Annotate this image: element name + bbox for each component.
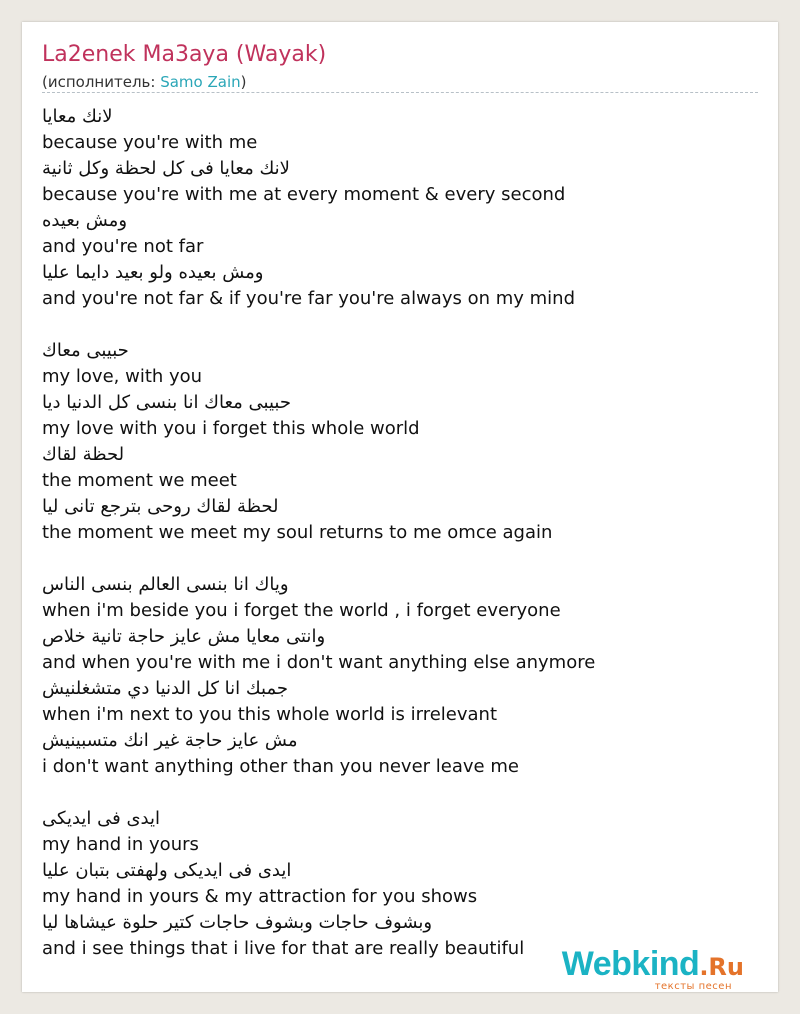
lyric-line-translation: my hand in yours <box>42 834 199 855</box>
lyric-line-arabic: ايدى فى ايديكى ولهفتى بتبان عليا <box>42 860 292 881</box>
site-logo[interactable] <box>561 945 744 992</box>
lyrics-stanza <box>42 806 758 962</box>
lyric-line-translation: the moment we meet <box>42 470 237 491</box>
lyric-line-arabic: وياك انا بنسى العالم بنسى الناس <box>42 574 289 595</box>
lyrics-stanza <box>42 338 758 546</box>
lyric-line-translation: my love with you i forget this whole world <box>42 418 420 439</box>
lyric-line-translation: and i see things that i live for that are really beautiful <box>42 938 525 959</box>
header-divider <box>42 92 758 93</box>
lyrics-body <box>42 104 758 988</box>
lyric-line-arabic: جمبك انا كل الدنيا دي متشغلنيش <box>42 678 288 699</box>
artist-suffix: ) <box>240 73 247 91</box>
lyric-line-arabic: لحظة لقاك روحى بترجع تانى ليا <box>42 496 279 517</box>
lyric-line-arabic: حبيبى معاك انا بنسى كل الدنيا ديا <box>42 392 291 413</box>
lyric-line-arabic: لانك معايا <box>42 106 113 127</box>
lyric-line-arabic: ومش بعيده <box>42 210 128 231</box>
lyric-line-translation: my hand in yours & my attraction for you shows <box>42 886 478 907</box>
lyric-line-translation: when i'm beside you i forget the world , i forget everyone <box>42 600 561 621</box>
lyric-line-translation: i don't want anything other than you never leave me <box>42 756 519 777</box>
lyric-line-arabic: ومش بعيده ولو بعيد دايما عليا <box>42 262 264 283</box>
artist-line <box>42 73 246 91</box>
artist-prefix: (исполнитель: <box>42 73 161 91</box>
logo-tagline: тексты песен <box>654 981 732 992</box>
lyric-line-translation: the moment we meet my soul returns to me omce again <box>42 522 553 543</box>
lyric-line-translation: my love, with you <box>42 366 203 387</box>
logo-wordmark: Webkind <box>561 945 700 983</box>
lyric-line-arabic: وبشوف حاجات وبشوف حاجات كتير حلوة عيشاها ليا <box>42 912 433 933</box>
lyrics-stanza <box>42 572 758 780</box>
lyrics-stanza <box>42 104 758 312</box>
lyric-line-arabic: لانك معايا فى كل لحظة وكل ثانية <box>42 158 290 179</box>
lyric-line-arabic: مش عايز حاجة غير انك متسبينيش <box>42 730 298 751</box>
lyric-line-translation: when i'm next to you this whole world is irrelevant <box>42 704 498 725</box>
lyric-line-translation: and you're not far <box>42 236 204 257</box>
artist-link[interactable]: Samo Zain <box>160 73 241 91</box>
lyric-line-translation: and you're not far & if you're far you're always on my mind <box>42 288 576 309</box>
lyric-line-translation: and when you're with me i don't want anything else anymore <box>42 652 596 673</box>
lyric-line-translation: because you're with me <box>42 132 258 153</box>
lyric-line-arabic: لحظة لقاك <box>42 444 125 465</box>
song-title: La2enek Ma3aya (Wayak) <box>42 42 327 67</box>
lyric-line-arabic: حبيبى معاك <box>42 340 129 361</box>
lyric-line-arabic: ايدى فى ايديكى <box>42 808 161 829</box>
lyrics-card <box>22 22 778 992</box>
logo-tld: .Ru <box>699 953 744 981</box>
lyric-line-translation: because you're with me at every moment & every second <box>42 184 566 205</box>
lyric-line-arabic: وانتى معايا مش عايز حاجة تانية خلاص <box>42 626 326 647</box>
